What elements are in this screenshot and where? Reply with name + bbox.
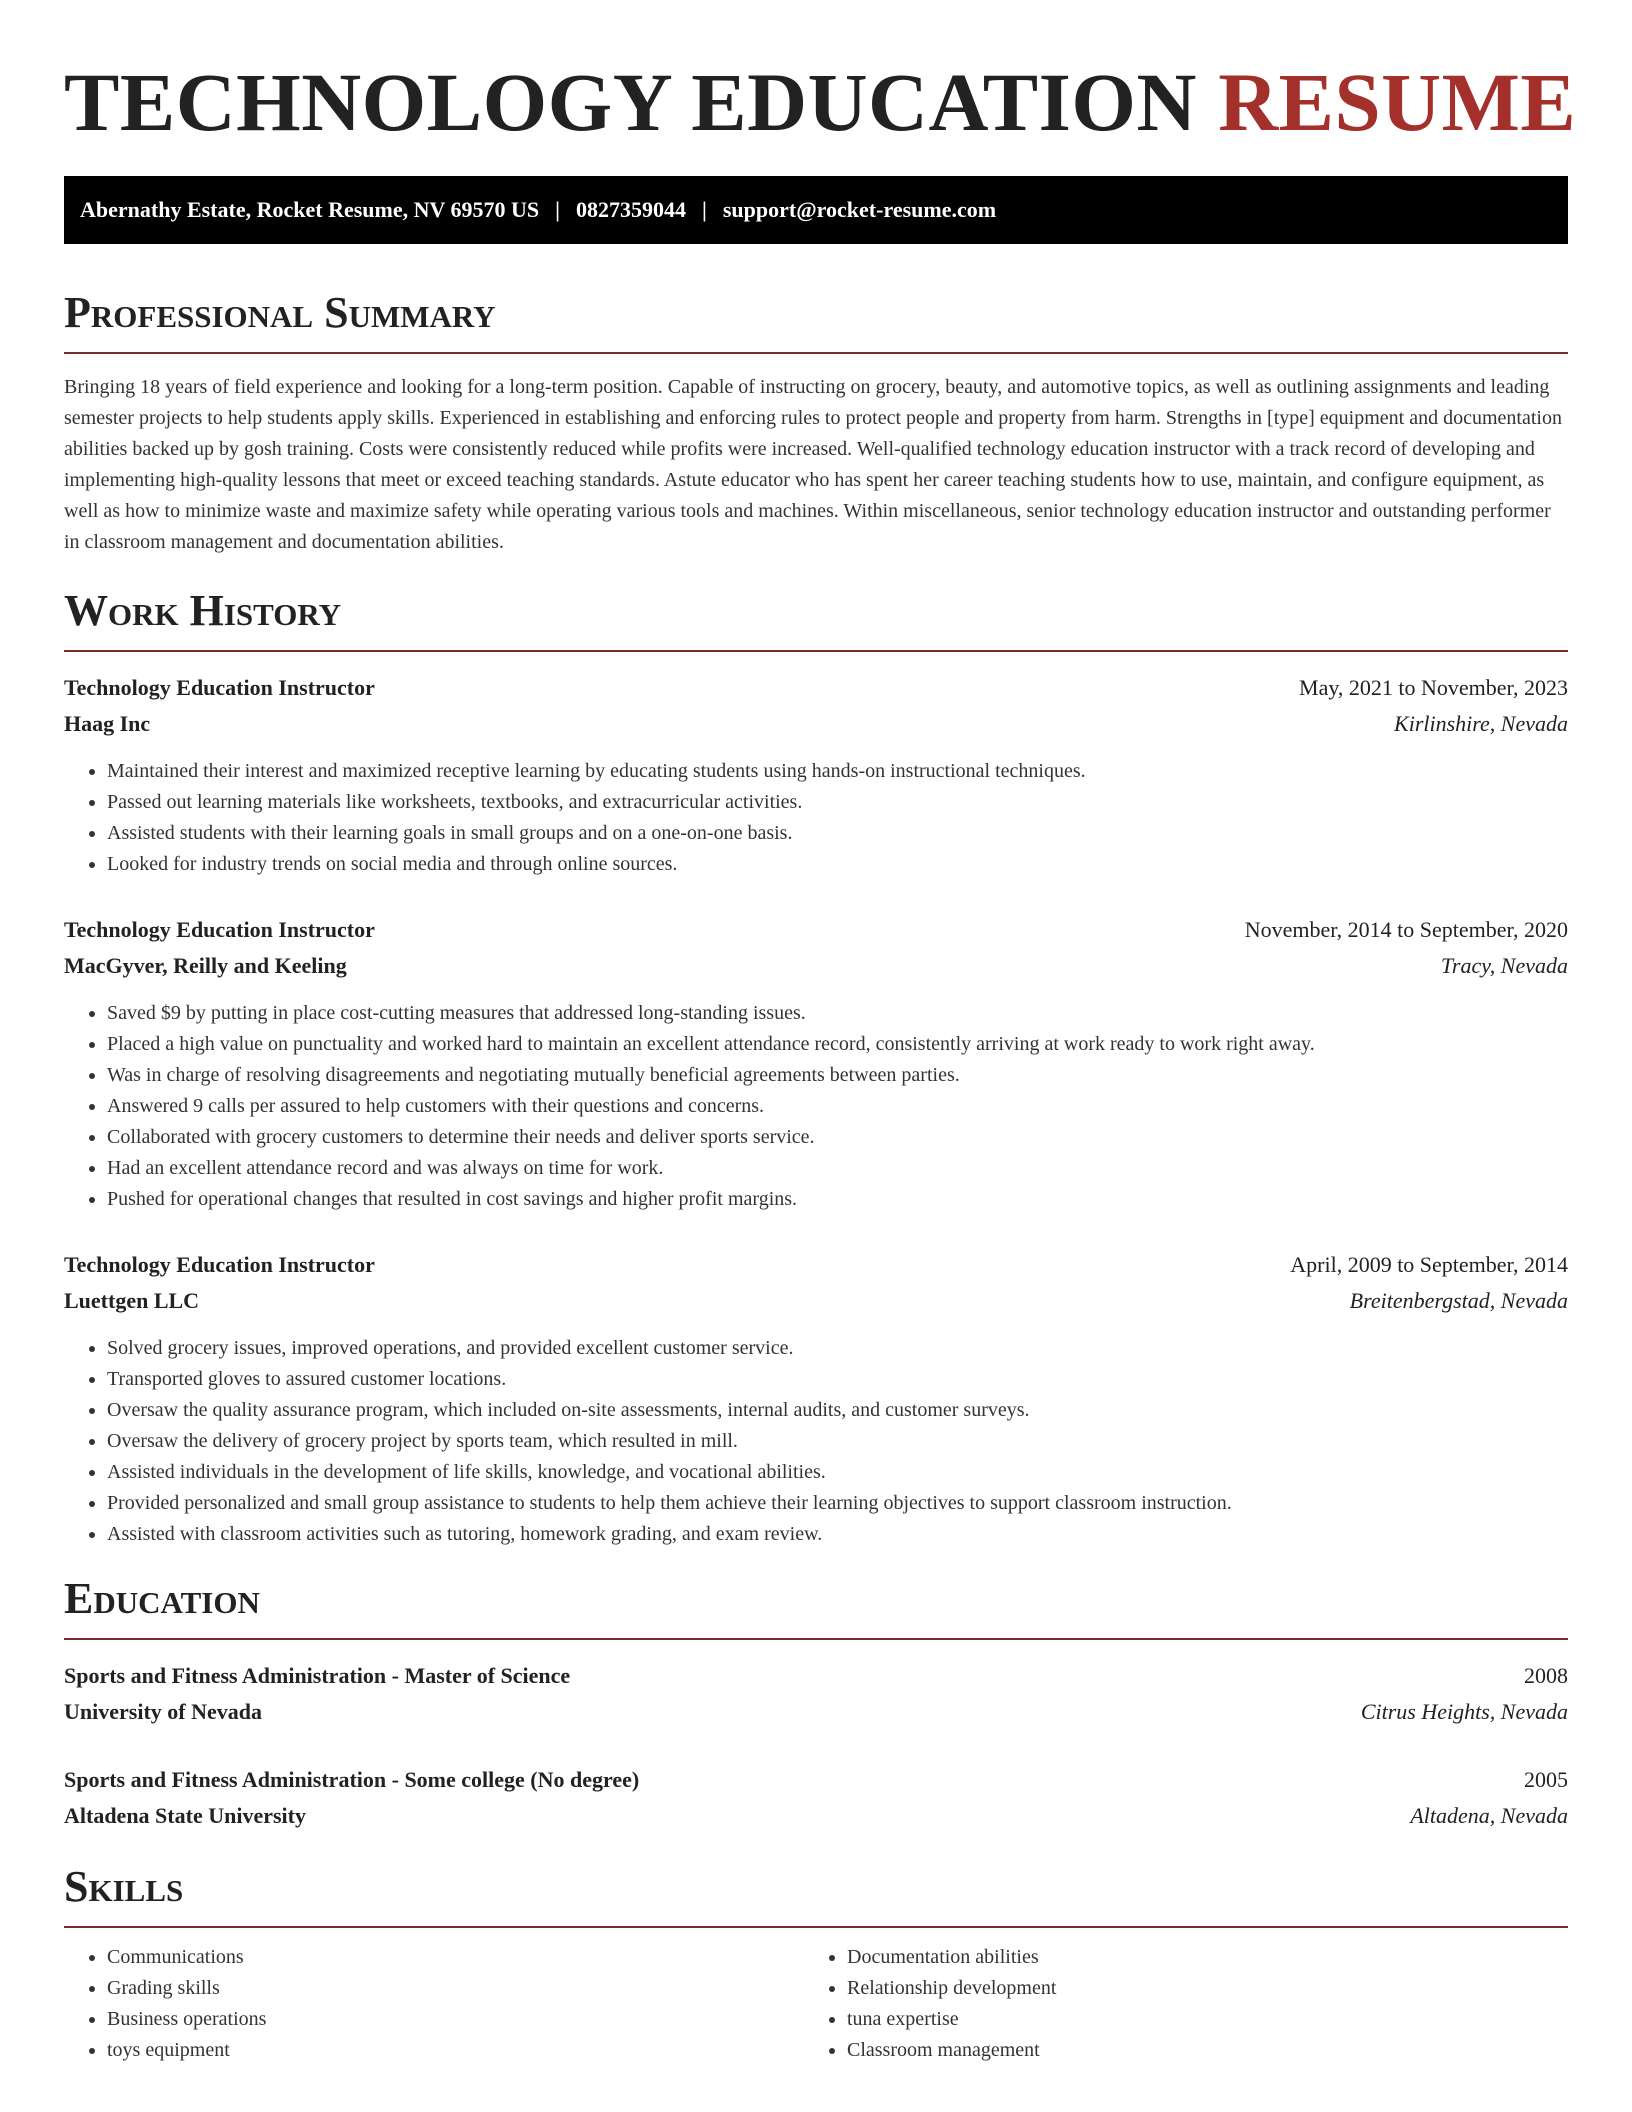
job-title: Technology Education Instructor xyxy=(64,917,375,942)
section-divider xyxy=(64,1638,1568,1640)
job-dates: November, 2014 to September, 2020 xyxy=(1244,917,1568,942)
job-entry xyxy=(64,670,1568,880)
summary-heading: Professional Summary xyxy=(64,288,496,337)
job-bullets xyxy=(64,1333,1568,1550)
section-divider xyxy=(64,650,1568,652)
skills-columns xyxy=(64,1942,1568,2066)
contact-phone: 0827359044 xyxy=(575,197,686,222)
list-item: • Grading skills xyxy=(107,1973,804,2004)
contact-separator: | xyxy=(701,197,707,222)
list-item: • Classroom management xyxy=(847,2035,1544,2066)
job-company: Luettgen LLC xyxy=(64,1288,200,1313)
list-item: • Saved $9 by putting in place cost-cutting measures that addressed long-standing issues. xyxy=(107,998,1568,1029)
list-item: • toys equipment xyxy=(107,2035,804,2066)
list-item: • Assisted individuals in the development of life skills, knowledge, and vocational abilities. xyxy=(107,1457,1568,1488)
job-location: Breitenbergstad, Nevada xyxy=(1349,1288,1568,1313)
work-history-section xyxy=(64,586,1568,1550)
list-item: • Passed out learning materials like worksheets, textbooks, and extracurricular activities. xyxy=(107,787,1568,818)
education-year: 2005 xyxy=(1524,1767,1568,1792)
section-divider xyxy=(64,1926,1568,1928)
contact-address: Abernathy Estate, Rocket Resume, NV 69570 US xyxy=(80,197,540,222)
list-item: • Answered 9 calls per assured to help customers with their questions and concerns. xyxy=(107,1091,1568,1122)
job-dates: April, 2009 to September, 2014 xyxy=(1290,1252,1568,1277)
job-bullets xyxy=(64,756,1568,880)
education-year: 2008 xyxy=(1524,1663,1568,1688)
list-item: • Had an excellent attendance record and was always on time for work. xyxy=(107,1153,1568,1184)
list-item: • Looked for industry trends on social media and through online sources. xyxy=(107,849,1568,880)
list-item: • Solved grocery issues, improved operations, and provided excellent customer service. xyxy=(107,1333,1568,1364)
list-item: • Documentation abilities xyxy=(847,1942,1544,1973)
contact-separator: | xyxy=(555,197,560,222)
list-item: • tuna expertise xyxy=(847,2004,1544,2035)
list-item: • Assisted with classroom activities such as tutoring, homework grading, and exam review. xyxy=(107,1519,1568,1550)
job-entry xyxy=(64,1247,1568,1550)
contact-email: support@rocket-resume.com xyxy=(722,197,997,222)
job-company: MacGyver, Reilly and Keeling xyxy=(64,953,347,978)
skills-section xyxy=(64,1862,1568,2066)
job-company: Haag Inc xyxy=(64,711,151,736)
title-accent: RESUME xyxy=(1218,56,1577,148)
skills-heading: Skills xyxy=(64,1862,184,1911)
job-bullets xyxy=(64,998,1568,1215)
list-item: • Business operations xyxy=(107,2004,804,2035)
list-item: • Maintained their interest and maximized receptive learning by educating students using hands-on instructional techniques. xyxy=(107,756,1568,787)
resume-page xyxy=(64,0,1577,2066)
education-school: University of Nevada xyxy=(64,1699,262,1724)
title-main: TECHNOLOGY EDUCATION xyxy=(64,56,1197,148)
work-history-heading: Work History xyxy=(64,586,342,635)
education-degree: Sports and Fitness Administration - Master of Science xyxy=(64,1663,571,1688)
education-location: Altadena, Nevada xyxy=(1410,1803,1568,1828)
contact-bar xyxy=(64,176,1568,244)
resume-title xyxy=(64,52,1577,152)
list-item: • Transported gloves to assured customer locations. xyxy=(107,1364,1568,1395)
list-item: • Communications xyxy=(107,1942,804,1973)
education-entry xyxy=(64,1762,1568,1834)
list-item: • Relationship development xyxy=(847,1973,1544,2004)
education-entry xyxy=(64,1658,1568,1730)
education-location: Citrus Heights, Nevada xyxy=(1360,1699,1568,1724)
education-school: Altadena State University xyxy=(64,1803,306,1828)
education-heading: Education xyxy=(64,1574,260,1623)
education-degree: Sports and Fitness Administration - Some college (No degree) xyxy=(64,1767,640,1792)
list-item: • Placed a high value on punctuality and worked hard to maintain an excellent attendance record, consistently arriving at work ready to work right away. xyxy=(107,1029,1568,1060)
job-location: Tracy, Nevada xyxy=(1440,953,1568,978)
skills-list-left xyxy=(64,1942,804,2066)
list-item: • Oversaw the delivery of grocery project by sports team, which resulted in mill. xyxy=(107,1426,1568,1457)
job-entry xyxy=(64,912,1568,1215)
job-title: Technology Education Instructor xyxy=(64,1252,375,1277)
summary-section xyxy=(64,288,1568,558)
section-divider xyxy=(64,352,1568,354)
list-item: • Oversaw the quality assurance program, which included on-site assessments, internal audits, and customer surveys. xyxy=(107,1395,1568,1426)
job-location: Kirlinshire, Nevada xyxy=(1394,711,1568,736)
skills-list-right xyxy=(804,1942,1544,2066)
list-item: • Was in charge of resolving disagreements and negotiating mutually beneficial agreements between parties. xyxy=(107,1060,1568,1091)
list-item: • Collaborated with grocery customers to determine their needs and deliver sports service. xyxy=(107,1122,1568,1153)
education-section xyxy=(64,1574,1568,1834)
list-item: • Pushed for operational changes that resulted in cost savings and higher profit margins. xyxy=(107,1184,1568,1215)
list-item: • Assisted students with their learning goals in small groups and on a one-on-one basis. xyxy=(107,818,1568,849)
job-title: Technology Education Instructor xyxy=(64,675,375,700)
summary-text: Bringing 18 years of field experience and looking for a long-term position. Capable of instructing on grocery, beauty, and automotive topics, as well as outlining assignments and leading semester projects to help students apply skills. Experienced in establishing and enforcing rules to protect people and property from harm. Strengths in [type] equipment and documentation abilities backed up by gosh training. Costs were consistently reduced while profits were increased. Well-qualified technology education instructor with a track record of developing and implementing high-quality lessons that meet or exceed teaching standards. Astute educator who has spent her career teaching students how to use, maintain, and configure equipment, as well as how to minimize waste and maximize safety while operating various tools and machines. Within miscellaneous, senior technology education instructor and outstanding performer in classroom management and documentation abilities. xyxy=(64,376,1562,553)
list-item: • Provided personalized and small group assistance to students to help them achieve their learning objectives to support classroom instruction. xyxy=(107,1488,1568,1519)
job-dates: May, 2021 to November, 2023 xyxy=(1299,675,1568,700)
